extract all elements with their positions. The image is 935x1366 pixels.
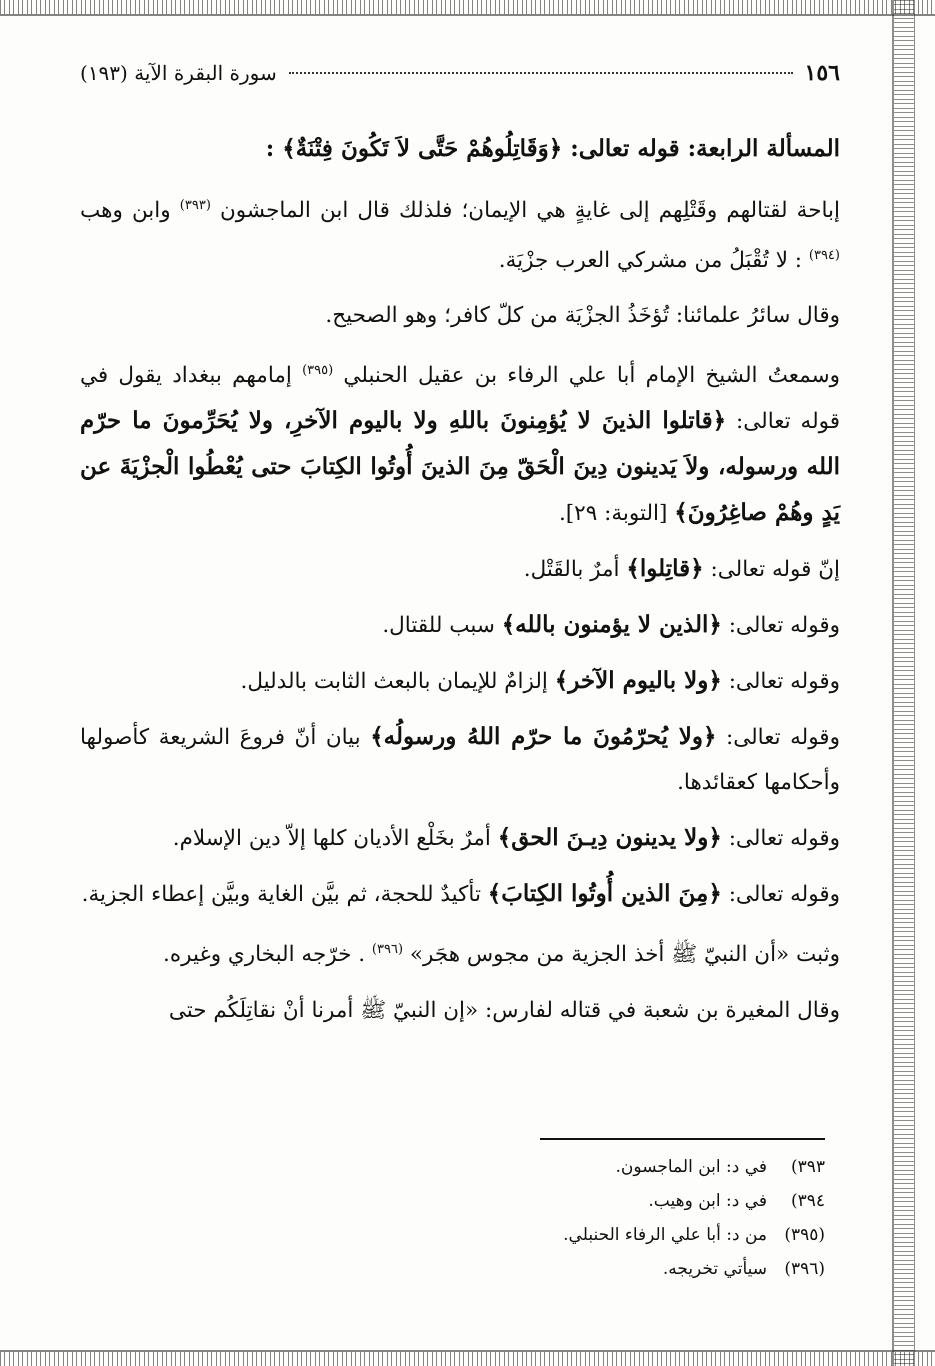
paragraph-4 [80,546,840,592]
paragraph-6-quote: ﴿ولا باليوم الآخر﴾ [554,667,722,695]
paragraph-1-text-b: وابن وهب [80,198,171,224]
footnote-text: في د: ابن الماجسون. [615,1157,767,1177]
footnote-item [405,1184,825,1218]
heading-quote: ﴿وَقَاتِلُوهُمْ حَتَّى لاَ تَكُونَ فِتْنَةٌ﴾ : [265,135,563,162]
paragraph-7 [80,714,840,805]
paragraph-5-quote: ﴿الذين لا يؤمنون بالله﴾ [501,611,722,639]
paragraph-7-text-a: وقوله تعالى: [725,725,840,751]
footnote-number: ٣٩٣) [790,1157,825,1177]
footnote-text: في د: ابن وهيب. [648,1191,767,1211]
paragraph-9-text-a: وقوله تعالى: [728,882,840,908]
paragraph-8-text-b: أمرٌ بخَلْع الأديان كلها إلاّ دين الإسلام. [172,826,491,852]
footnote-ref-396: (٣٩٦) [371,942,404,958]
quran-quote-tawbah: ﴿قاتلوا الذينَ لا يُؤمِنونَ باللهِ ولا باليوم الآخرِ، ولا يُحَرِّمونَ ما حرّم الله ورسوله، ولاَ يَدينون دِينَ الْحَقّ مِنَ الذينَ أُوتُوا الكِتابَ حتى يُعْطُوا الْجزْيَةَ عن يَدٍ وهُمْ صاغِرُونَ﴾ [80,407,840,527]
paragraph-1-text-c: : لا تُقْبَلُ من مشركي العرب جزْيَة. [498,248,803,274]
paragraph-3-text-b: إمامهم ببغداد يقول في قوله تعالى: [80,363,841,435]
paragraph-9-text-b: تأكيدٌ للحجة، ثم بيَّن الغاية وبيَّن إعطاء الجزية. [81,882,481,908]
page-content [80,60,840,1043]
footnote-ref-393: (٣٩٣) [179,198,211,213]
paragraph-8-quote: ﴿ولا يدينون دِيـنَ الحق﴾ [497,824,722,852]
paragraph-5-text-a: وقوله تعالى: [728,613,840,639]
body-text [80,126,840,1033]
paragraph-10-text-b: . خرّجه البخاري وغيره. [163,942,366,968]
top-ornamental-border [0,0,935,16]
paragraph-10 [80,927,840,977]
footnote-ref-394: (٣٩٤) [808,248,840,264]
leader-dots [289,72,793,74]
paragraph-6-text-a: وقوله تعالى: [728,669,840,695]
paragraph-1 [80,183,840,283]
footnote-item [405,1218,825,1252]
footnote-item [405,1150,825,1184]
heading-label: المسألة الرابعة: قوله تعالى: [570,135,840,162]
paragraph-4-quote: ﴿قاتِلوا﴾ [626,555,704,583]
paragraph-4-text-a: إنّ قوله تعالى: [710,557,840,583]
paragraph-7-text-b: بيان أنّ فروعَ الشريعة كأصولها وأحكامها كعقائدها. [80,725,840,796]
footnote-separator [540,1138,825,1140]
paragraph-5-text-b: سبب للقتال. [382,613,495,639]
footnote-number: (٣٩٦) [784,1259,825,1279]
bottom-ornamental-border [0,1350,935,1366]
paragraph-5 [80,602,840,648]
paragraph-9 [80,871,840,917]
paragraph-2: وقال سائرُ علمائنا: تُؤخَذُ الجزْيَة من كلّ كافر؛ وهو الصحيح. [325,303,840,329]
footnote-item [405,1252,825,1286]
footnote-ref-395: (٣٩٥) [302,363,334,379]
paragraph-4-text-b: أمرٌ بالقَتْل. [523,557,620,583]
footnote-text: من د: أبا علي الرفاء الحنبلي. [563,1225,767,1245]
footnote-text: سيأتي تخريجه. [662,1259,767,1279]
side-ornamental-border [892,0,915,1366]
page-number: ١٥٦ [804,60,840,86]
running-header [80,60,840,100]
paragraph-1-text-a: إباحة لقتالهم وقَتْلِهم إلى غايةٍ هي الإيمان؛ فلذلك قال ابن الماجشون [220,198,841,224]
section-heading [80,126,840,171]
paragraph-9-quote: ﴿مِنَ الذين أُوتُوا الكِتابَ﴾ [487,880,722,908]
running-title: سورة البقرة الآية (١٩٣) [80,61,277,85]
verse-reference: [التوبة: ٢٩]. [558,501,668,527]
footnote-number: ٣٩٤) [790,1191,825,1211]
paragraph-3 [80,348,840,536]
paragraph-3-text-a: وسمعتُ الشيخ الإمام أبا علي الرفاء بن عقيل الحنبلي [343,363,840,389]
paragraph-8 [80,815,840,861]
paragraph-8-text-a: وقوله تعالى: [728,826,840,852]
paragraph-6-text-b: إلزامٌ للإيمان بالبعث الثابت بالدليل. [240,669,548,695]
paragraph-6 [80,658,840,704]
paragraph-10-text-a: وثبت «أن النبيّ ﷺ أخذ الجزية من مجوس هجَر» [409,942,840,968]
footnotes [405,1150,825,1286]
paragraph-7-quote: ﴿ولا يُحرّمُونَ ما حرّم اللهُ ورسولُه﴾ [370,723,717,751]
footnote-number: (٣٩٥) [784,1225,825,1245]
paragraph-11: وقال المغيرة بن شعبة في قتاله لفارس: «إن النبيّ ﷺ أمرنا أنْ نقاتِلَكُم حتى [168,997,840,1023]
